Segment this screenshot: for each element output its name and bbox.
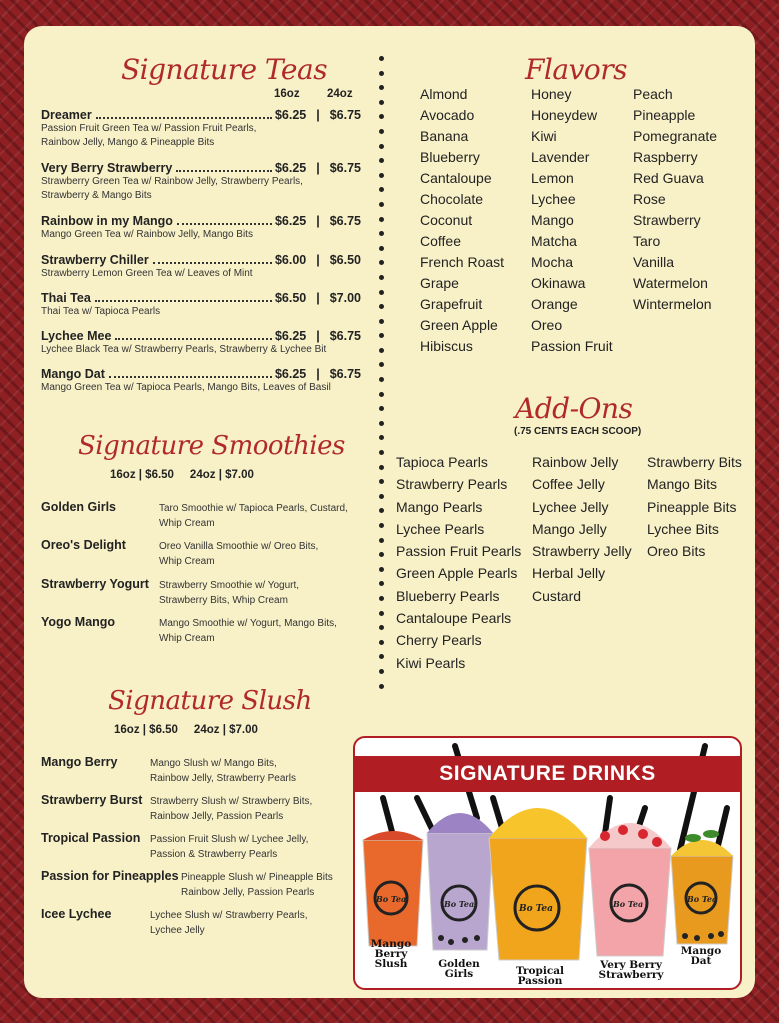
drink-label-mango-berry-slush: Mango Berry Slush [370, 938, 412, 970]
tea-name: Lychee Mee [41, 329, 112, 343]
tea-item: Thai Tea $6.50 | $7.00 Thai Tea w/ Tapioca Pearls [41, 291, 361, 317]
cup-logo: Bo Tea [687, 894, 718, 904]
cup-logo: Bo Tea [519, 904, 553, 914]
tea-name: Mango Dat [41, 367, 105, 381]
signature-drinks-panel [353, 736, 742, 990]
tea-item: Dreamer $6.25 | $6.75 Passion Fruit Green Tea w/ Passion Fruit Pearls, Rainbow Jelly, Mango & Pineapple Bits [41, 108, 361, 148]
addons-subtitle: (.75 CENTS EACH SCOOP) [514, 426, 642, 437]
addons-col-3: Strawberry Bits Mango Bits Pineapple Bits Lychee Bits Oreo Bits [647, 454, 742, 560]
tea-name: Thai Tea [41, 291, 91, 305]
slush-price-line: 16oz | $6.50 24oz | $7.00 [114, 724, 258, 736]
drink-label-very-berry-strawberry: Very Berry Strawberry [598, 959, 664, 981]
flavors-col-1: Almond Avocado Banana Blueberry Cantaloupe Chocolate Coconut Coffee French Roast Grape Grapefruit Green Apple Hibiscus [420, 86, 505, 354]
drink-label-golden-girls: Golden Girls [438, 958, 480, 980]
smoothie-price-line: 16oz | $6.50 24oz | $7.00 [110, 469, 254, 481]
cup-logo: Bo Tea [613, 899, 644, 909]
tea-name: Very Berry Strawberry [41, 161, 173, 175]
drink-label-mango-dat: Mango Dat [680, 945, 722, 967]
cup-logo: Bo Tea [376, 894, 407, 904]
signature-drinks-banner: SIGNATURE DRINKS [355, 756, 740, 792]
flavors-col-2: Honey Honeydew Kiwi Lavender Lemon Lychee Mango Matcha Mocha Okinawa Orange Oreo Passion Fruit [531, 86, 613, 354]
menu-card: Signature Teas 16oz 24oz Dreamer $6.25 | $6.75 Passion Fruit Green Tea w/ Passion Fruit Pearls, Rainbow Jelly, Mango & Pineapple Bits Very Berry Strawberry $6.25 | $6.75 Strawberry Green Tea w/ Rainbow Jelly, Strawberry Pearls, Strawberry & Mango Bits Rainbow in my Mango $6.25 | $6.75 Mango Green Tea w/ Rainbow Jelly, Mango Bits Strawberry Chiller $6.00 | $6.50 Strawberry Lemon Green Tea w/ Leaves of Mint Thai Tea $6.50 | $7.00 Thai Tea w/ Tapioca Pearls Lychee Mee $6.25 | $6.75 Lychee Black Tea w/ Strawberry Pearls, Strawberry & Lychee Bit Mango Dat $6.25 | $6.75 Mango Green Tea w/ Tapioca Pearls, Mango Bits, Leaves of Basil Signature Smoothies 16oz | $6.50 24oz | $7.00 Golden Girls Taro Smoothie w/ Tapioca Pearls, Custard, Whip Cream Oreo's Delight Oreo Vanilla Smoothie w/ Oreo Bits, Whip Cream Strawberry Yogurt Strawberry Smoothie w/ Yogurt, Strawberry Bits, Whip Cream Yogo Mango Mango Smoothie w/ Yogurt, Mango Bits, Whip Cream Signature Slush 16oz | $6.50 24oz | $7.00 Mango Berry Mango Slush w/ Mango Bits, Rainbow Jelly, Strawberry Pearls Strawberry Burst Strawberry Slush w/ Strawberry Bits, Rainbow Jelly, Passion Pearls Tropical Passion Passion Fruit Slush w/ Lychee Jelly, Passion & Strawberry Pearls Passion for Pineapples Pineapple Slush w/ Pineapple Bits Rainbow Jelly, Passion Pearls Icee Lychee Lychee Slush w/ Strawberry Pearls, Lychee Jelly Flavors Almond Avocado Banana Blueberry Cantaloupe Chocolate Coconut Coffee French Roast Grape Grapefruit Green Apple Hibiscus Honey Honeydew Kiwi Lavender Lemon Lychee Mango Matcha Mocha Okinawa Orange Oreo Passion Fruit Peach Pineapple Pomegranate Raspberry Red Guava Rose Strawberry Taro Vanilla Watermelon Wintermelon Add-Ons (.75 CENTS EACH SCOOP) Tapioca Pearls Strawberry Pearls Mango Pearls Lychee Pearls Passion Fruit Pearls Green Apple Pearls Blueberry Pearls Cantaloupe Pearls Cherry Pearls Kiwi Pearls Rainbow Jelly Coffee Jelly Lychee Jelly Mango Jelly Strawberry Jelly Herbal Jelly Custard Strawberry Bits Mango Bits Pineapple Bits Lychee Bits Oreo Bits SIGNATURE DRINKS Bo Tea Bo Tea Bo Tea Bo Tea Bo Tea Mango Berry Slush Golden Girls Tropical Passion Very Berry Strawberry Mango Dat [24, 26, 755, 998]
flavors-col-3: Peach Pineapple Pomegranate Raspberry Red Guava Rose Strawberry Taro Vanilla Watermelon Wintermelon [633, 86, 718, 312]
flavors-title: Flavors [525, 53, 628, 86]
drink-label-tropical-passion: Tropical Passion [515, 965, 565, 987]
tea-name: Dreamer [41, 108, 92, 122]
tea-item: Rainbow in my Mango $6.25 | $6.75 Mango Green Tea w/ Rainbow Jelly, Mango Bits [41, 214, 361, 240]
size-small-header: 16oz [274, 88, 300, 100]
tea-item: Strawberry Chiller $6.00 | $6.50 Strawberry Lemon Green Tea w/ Leaves of Mint [41, 253, 361, 279]
addons-title: Add-Ons [515, 392, 633, 425]
addons-col-1: Tapioca Pearls Strawberry Pearls Mango Pearls Lychee Pearls Passion Fruit Pearls Green Apple Pearls Blueberry Pearls Cantaloupe Pearls Cherry Pearls Kiwi Pearls [396, 454, 522, 671]
dotted-divider [379, 56, 385, 698]
signature-smoothies-title: Signature Smoothies [78, 431, 345, 461]
cup-logo: Bo Tea [444, 899, 475, 909]
tea-item: Mango Dat $6.25 | $6.75 Mango Green Tea w/ Tapioca Pearls, Mango Bits, Leaves of Basil [41, 367, 361, 393]
size-large-header: 24oz [327, 88, 353, 100]
tea-name: Strawberry Chiller [41, 253, 149, 267]
tea-item: Very Berry Strawberry $6.25 | $6.75 Strawberry Green Tea w/ Rainbow Jelly, Strawberry Pearls, Strawberry & Mango Bits [41, 161, 361, 201]
signature-teas-title: Signature Teas [121, 53, 328, 86]
signature-slush-title: Signature Slush [108, 686, 312, 716]
tea-item: Lychee Mee $6.25 | $6.75 Lychee Black Tea w/ Strawberry Pearls, Strawberry & Lychee Bit [41, 329, 361, 355]
addons-col-2: Rainbow Jelly Coffee Jelly Lychee Jelly Mango Jelly Strawberry Jelly Herbal Jelly Custard [532, 454, 632, 604]
tea-name: Rainbow in my Mango [41, 214, 173, 228]
